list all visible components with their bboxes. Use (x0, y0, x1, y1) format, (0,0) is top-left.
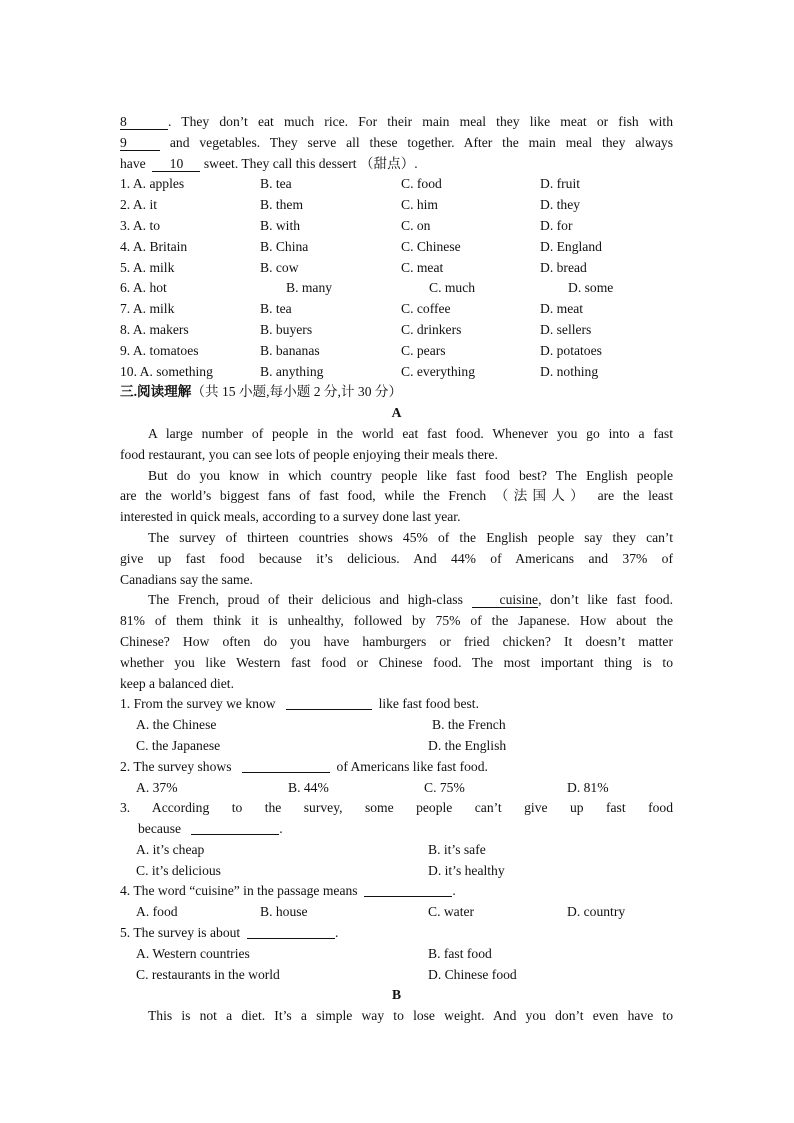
passage-a-line: are the world’s biggest fans of fast food, while the French （法国人） are the least (120, 488, 673, 504)
question-2: 2. The survey shows of Americans like fast food. (120, 758, 488, 774)
passage-a-line: give up fast food because it’s delicious. And 44% of Americans and 37% of (120, 550, 673, 566)
cloze-option-row: 2. A. it B. them C. him D. they (120, 197, 581, 213)
passage-a-line: Chinese? How often do you have hamburgers or fried chicken? It doesn’t matter (120, 633, 673, 649)
passage-a-line: interested in quick meals, according to a survey done last year. (120, 509, 461, 525)
cloze-option-row: 10. A. something B. anything C. everything D. nothing (120, 363, 599, 379)
passage-a-line: keep a balanced diet. (120, 675, 234, 691)
question-4: 4. The word “cuisine” in the passage means . (120, 883, 456, 899)
question-5-options: A. Western countries B. fast food (136, 945, 492, 961)
cloze-option-row: 8. A. makers B. buyers C. drinkers D. sellers (120, 321, 592, 337)
question-3-cont: because . (138, 821, 283, 837)
passage-a-line: But do you know in which country people like fast food best? The English people (148, 467, 673, 483)
question-4-options: A. food B. house C. water D. country (136, 904, 626, 920)
cloze-line-2: 9 and vegetables. They serve all these together. After the main meal they always (120, 134, 673, 150)
cloze-option-row: 5. A. milk B. cow C. meat D. bread (120, 259, 587, 275)
passage-b-line: This is not a diet. It’s a simple way to lose weight. And you don’t even have to (148, 1008, 673, 1024)
question-1-options: A. the Chinese B. the French (136, 717, 506, 733)
answer-blank (191, 820, 279, 835)
answer-blank (364, 882, 452, 897)
underlined-word-cuisine: cuisine (472, 592, 539, 608)
question-5-options: C. restaurants in the world D. Chinese food (136, 966, 517, 982)
cloze-option-row: 3. A. to B. with C. on D. for (120, 217, 573, 233)
passage-a-line: A large number of people in the world eat fast food. Whenever you go into a fast (148, 425, 673, 441)
passage-a-line: Canadians say the same. (120, 571, 253, 587)
question-5: 5. The survey is about . (120, 925, 339, 941)
cloze-blank-10: 10 (152, 156, 200, 172)
passage-label-a: A (391, 405, 402, 421)
cloze-option-row: 9. A. tomatoes B. bananas C. pears D. potatoes (120, 342, 602, 358)
section-heading: 三.阅读理解（共 15 小题,每小题 2 分,计 30 分） (120, 384, 403, 400)
passage-a-line: 81% of them think it is unhealthy, followed by 75% of the Japanese. How about the (120, 613, 673, 629)
question-3-options: A. it’s cheap B. it’s safe (136, 841, 486, 857)
answer-blank (242, 758, 330, 773)
passage-a-line: The survey of thirteen countries shows 45% of the English people say they can’t (148, 529, 673, 545)
cloze-option-row: 6. A. hot B. many C. much D. some (120, 280, 614, 296)
cloze-blank-8: 8 (120, 114, 168, 130)
cloze-option-row: 7. A. milk B. tea C. coffee D. meat (120, 301, 584, 317)
cloze-option-row: 1. A. apples B. tea C. food D. fruit (120, 176, 581, 192)
answer-blank (247, 924, 335, 939)
question-2-options: A. 37% B. 44% C. 75% D. 81% (136, 779, 609, 795)
question-1-options: C. the Japanese D. the English (136, 737, 507, 753)
cloze-option-row: 4. A. Britain B. China C. Chinese D. England (120, 238, 602, 254)
question-1: 1. From the survey we know like fast food best. (120, 696, 479, 712)
passage-label-b: B (391, 987, 402, 1003)
passage-a-line: The French, proud of their delicious and high-class cuisine, don’t like fast food. (148, 592, 673, 608)
cloze-line-1: 8 . They don’t eat much rice. For their main meal they like meat or fish with (120, 114, 673, 129)
question-3-options: C. it’s delicious D. it’s healthy (136, 862, 505, 878)
cloze-blank-9: 9 (120, 135, 160, 151)
answer-blank (286, 695, 372, 710)
question-3: 3. According to the survey, some people can’t give up fast food (120, 800, 673, 816)
passage-a-line: whether you like Western fast food or Chinese food. The most important thing is to (120, 654, 673, 670)
page-content (120, 112, 673, 1027)
cloze-line-3: have 10 sweet. They call this dessert （甜点）. (120, 155, 418, 171)
passage-a-line: food restaurant, you can see lots of people enjoying their meals there. (120, 446, 498, 462)
